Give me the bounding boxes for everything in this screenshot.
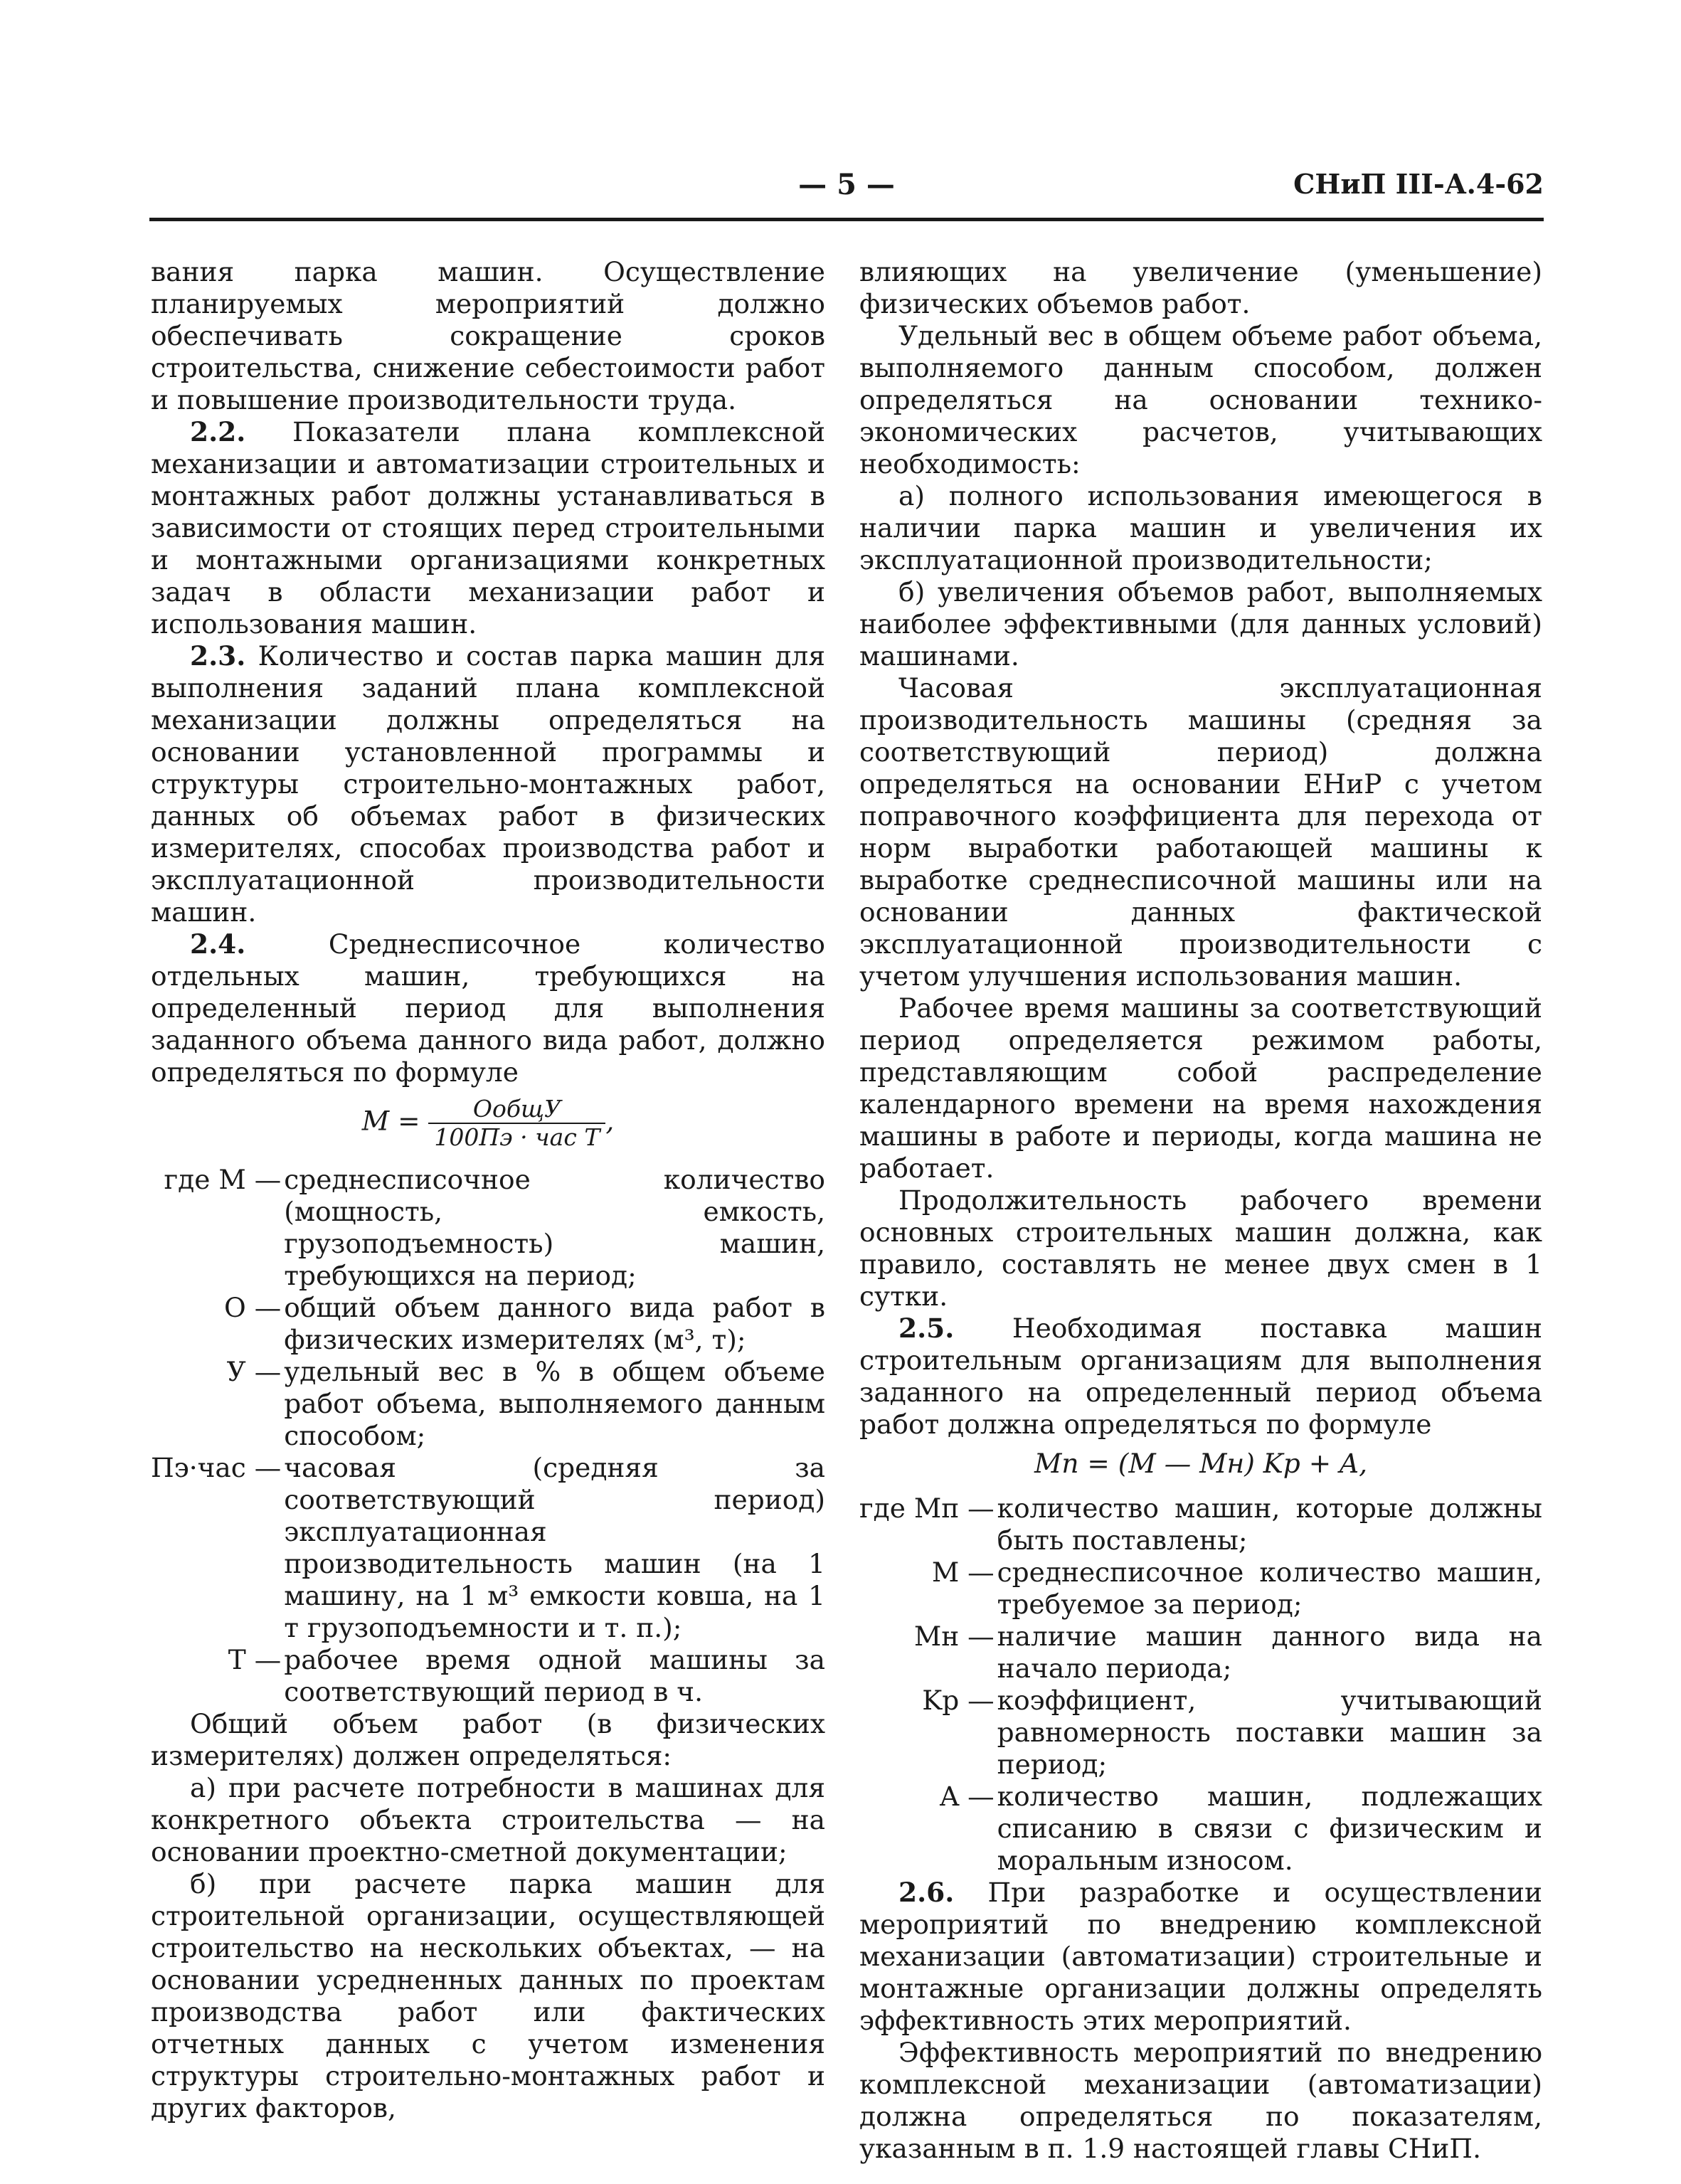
working-time-paragraph: Рабочее время машины за соответствующий период определяется режимом работы, представляющим собой распределение календарного времени на время нахождения машины в работе и периоды, когда машина не работает. [859, 992, 1542, 1184]
definition-symbol: где Mп — [859, 1493, 995, 1524]
section-2-2 [151, 416, 825, 640]
definition-symbol: T — [228, 1644, 282, 1675]
formula-definitions-left [151, 1164, 825, 1708]
formula-fraction [428, 1096, 605, 1151]
right-column [859, 256, 1542, 2165]
item-a-paragraph: а) полного использования имеющегося в наличии парка машин и увеличения их эксплуатационной производительности; [859, 480, 1542, 576]
document-code: СНиП III-А.4-62 [1293, 168, 1544, 200]
formula-definitions-right [859, 1493, 1542, 1877]
total-volume-paragraph: Общий объем работ (в физических измерителях) должен определяться: [151, 1708, 825, 1771]
definition-text: среднесписочное количество (мощность, емкость, грузоподъемность) машин, требующихся на период; [284, 1164, 825, 1291]
header-rule [149, 218, 1544, 221]
section-2-3 [151, 640, 825, 928]
definition-symbol: M — [931, 1557, 995, 1588]
definition-row [151, 1644, 825, 1708]
efficiency-paragraph: Эффективность мероприятий по внедрению комплексной механизации (автоматизации) должна определяться по показателям, указанным в п. 1.9 настоящей главы СНиП. [859, 2037, 1542, 2164]
section-number: 2.3. [190, 640, 246, 672]
definition-row [859, 1781, 1542, 1877]
definition-text: часовая (средняя за соответствующий период) эксплуатационная производительность машин (на 1 машину, на 1 м³ емкости ковша, на 1 т грузоподъемности и т. п.); [284, 1452, 825, 1643]
formula-lhs: M = [361, 1105, 429, 1137]
section-number: 2.4. [190, 928, 246, 960]
definition-symbol: O — [224, 1292, 282, 1323]
duration-paragraph: Продолжительность рабочего времени основных строительных машин должна, как правило, составлять не менее двух смен в 1 сутки. [859, 1184, 1542, 1312]
share-paragraph: Удельный вес в общем объеме работ объема, выполняемого данным способом, должен определяться на основании технико-экономических расчетов, учитывающих необходимость: [859, 320, 1542, 479]
section-2-4 [151, 928, 825, 1088]
item-a-paragraph: а) при расчете потребности в машинах для конкретного объекта строительства — на основании проектно-сметной документации; [151, 1772, 825, 1867]
section-text: Среднесписочное количество отдельных машин, требующихся на определенный период для выполнения заданного объема данного вида работ, должно определяться по формуле [151, 928, 825, 1088]
definition-text: количество машин, подлежащих списанию в связи с физическим и моральным износом. [997, 1781, 1542, 1876]
section-2-5 [859, 1313, 1542, 1441]
formula-machine-supply: Mп = (M — Mн) Kр + A, [1034, 1448, 1368, 1479]
definition-text: рабочее время одной машины за соответствующий период в ч. [284, 1644, 825, 1707]
definition-row [859, 1493, 1542, 1557]
definition-row [859, 1621, 1542, 1685]
definition-symbol: где M — [164, 1164, 282, 1195]
section-number: 2.2. [190, 416, 246, 447]
definition-text: среднесписочное количество машин, требуемое за период; [997, 1557, 1542, 1620]
definition-text: удельный вес в % в общем объеме работ объема, выполняемого данным способом; [284, 1356, 825, 1451]
definition-row [859, 1557, 1542, 1621]
section-text: Показатели плана комплексной механизации и автоматизации строительных и монтажных работ должны устанавливаться в зависимости от стоящих перед строительными и монтажными организациями конкретных задач в области механизации работ и использования машин. [151, 416, 825, 640]
page-number: — 5 — [798, 168, 895, 201]
definition-text: наличие машин данного вида на начало периода; [997, 1621, 1542, 1684]
definition-symbol: Пэ·час — [151, 1452, 282, 1483]
definition-row [151, 1164, 825, 1292]
formula-machines-count [151, 1096, 825, 1151]
section-2-6 [859, 1877, 1542, 2037]
intro-paragraph: вания парка машин. Осуществление планируемых мероприятий должно обеспечивать сокращение сроков строительства, снижение себестоимости работ и повышение производительности труда. [151, 256, 825, 415]
item-b-paragraph: б) увеличения объемов работ, выполняемых наиболее эффективными (для данных условий) машинами. [859, 576, 1542, 672]
definition-row [151, 1452, 825, 1644]
continuation-paragraph: влияющих на увеличение (уменьшение) физических объемов работ. [859, 256, 1542, 319]
formula-denominator: 100Пэ · час T [434, 1123, 600, 1151]
definition-row [151, 1292, 825, 1356]
definition-symbol: Kр — [922, 1685, 995, 1716]
definition-row [151, 1356, 825, 1452]
formula-numerator: OобщУ [428, 1096, 605, 1124]
section-text: Необходимая поставка машин строительным организациям для выполнения заданного на определенный период объема работ должна определяться по формуле [859, 1313, 1542, 1440]
section-text: При разработке и осуществлении мероприятий по внедрению комплексной механизации (автоматизации) строительные и монтажные организации должны определять эффективность этих мероприятий. [859, 1877, 1542, 2036]
hourly-productivity-paragraph: Часовая эксплуатационная производительность машины (средняя за соответствующий период) должна определяться на основании ЕНиР с учетом поправочного коэффициента для перехода от норм выработки работающей машины к выработке среднесписочной машины или на основании данных фактической эксплуатационной производительности с учетом улучшения использования машин. [859, 672, 1542, 992]
item-b-paragraph: б) при расчете парка машин для строительной организации, осуществляющей строительство на нескольких объектах, — на основании усредненных данных по проектам производства работ или фактических отчетных данных с учетом изменения структуры строительно-монтажных работ и других факторов, [151, 1868, 825, 2124]
definition-text: коэффициент, учитывающий равномерность поставки машин за период; [997, 1685, 1542, 1780]
definition-row [859, 1685, 1542, 1781]
section-number: 2.6. [898, 1877, 955, 1908]
definition-symbol: Mн — [913, 1621, 995, 1652]
page-header [149, 168, 1544, 211]
definition-symbol: У — [226, 1356, 282, 1387]
section-number: 2.5. [898, 1313, 955, 1344]
definition-text: количество машин, которые должны быть поставлены; [997, 1493, 1542, 1556]
definition-symbol: A — [940, 1781, 995, 1812]
formula-tail: , [605, 1105, 615, 1137]
section-text: Количество и состав парка машин для выполнения заданий плана комплексной механизации должны определяться на основании установленной программы и структуры строительно-монтажных работ, данных об объемах работ в физических измерителях, способах производства работ и эксплуатационной производительности машин. [151, 640, 825, 928]
definition-text: общий объем данного вида работ в физических измерителях (м³, т); [284, 1292, 825, 1355]
left-column [151, 256, 825, 2124]
